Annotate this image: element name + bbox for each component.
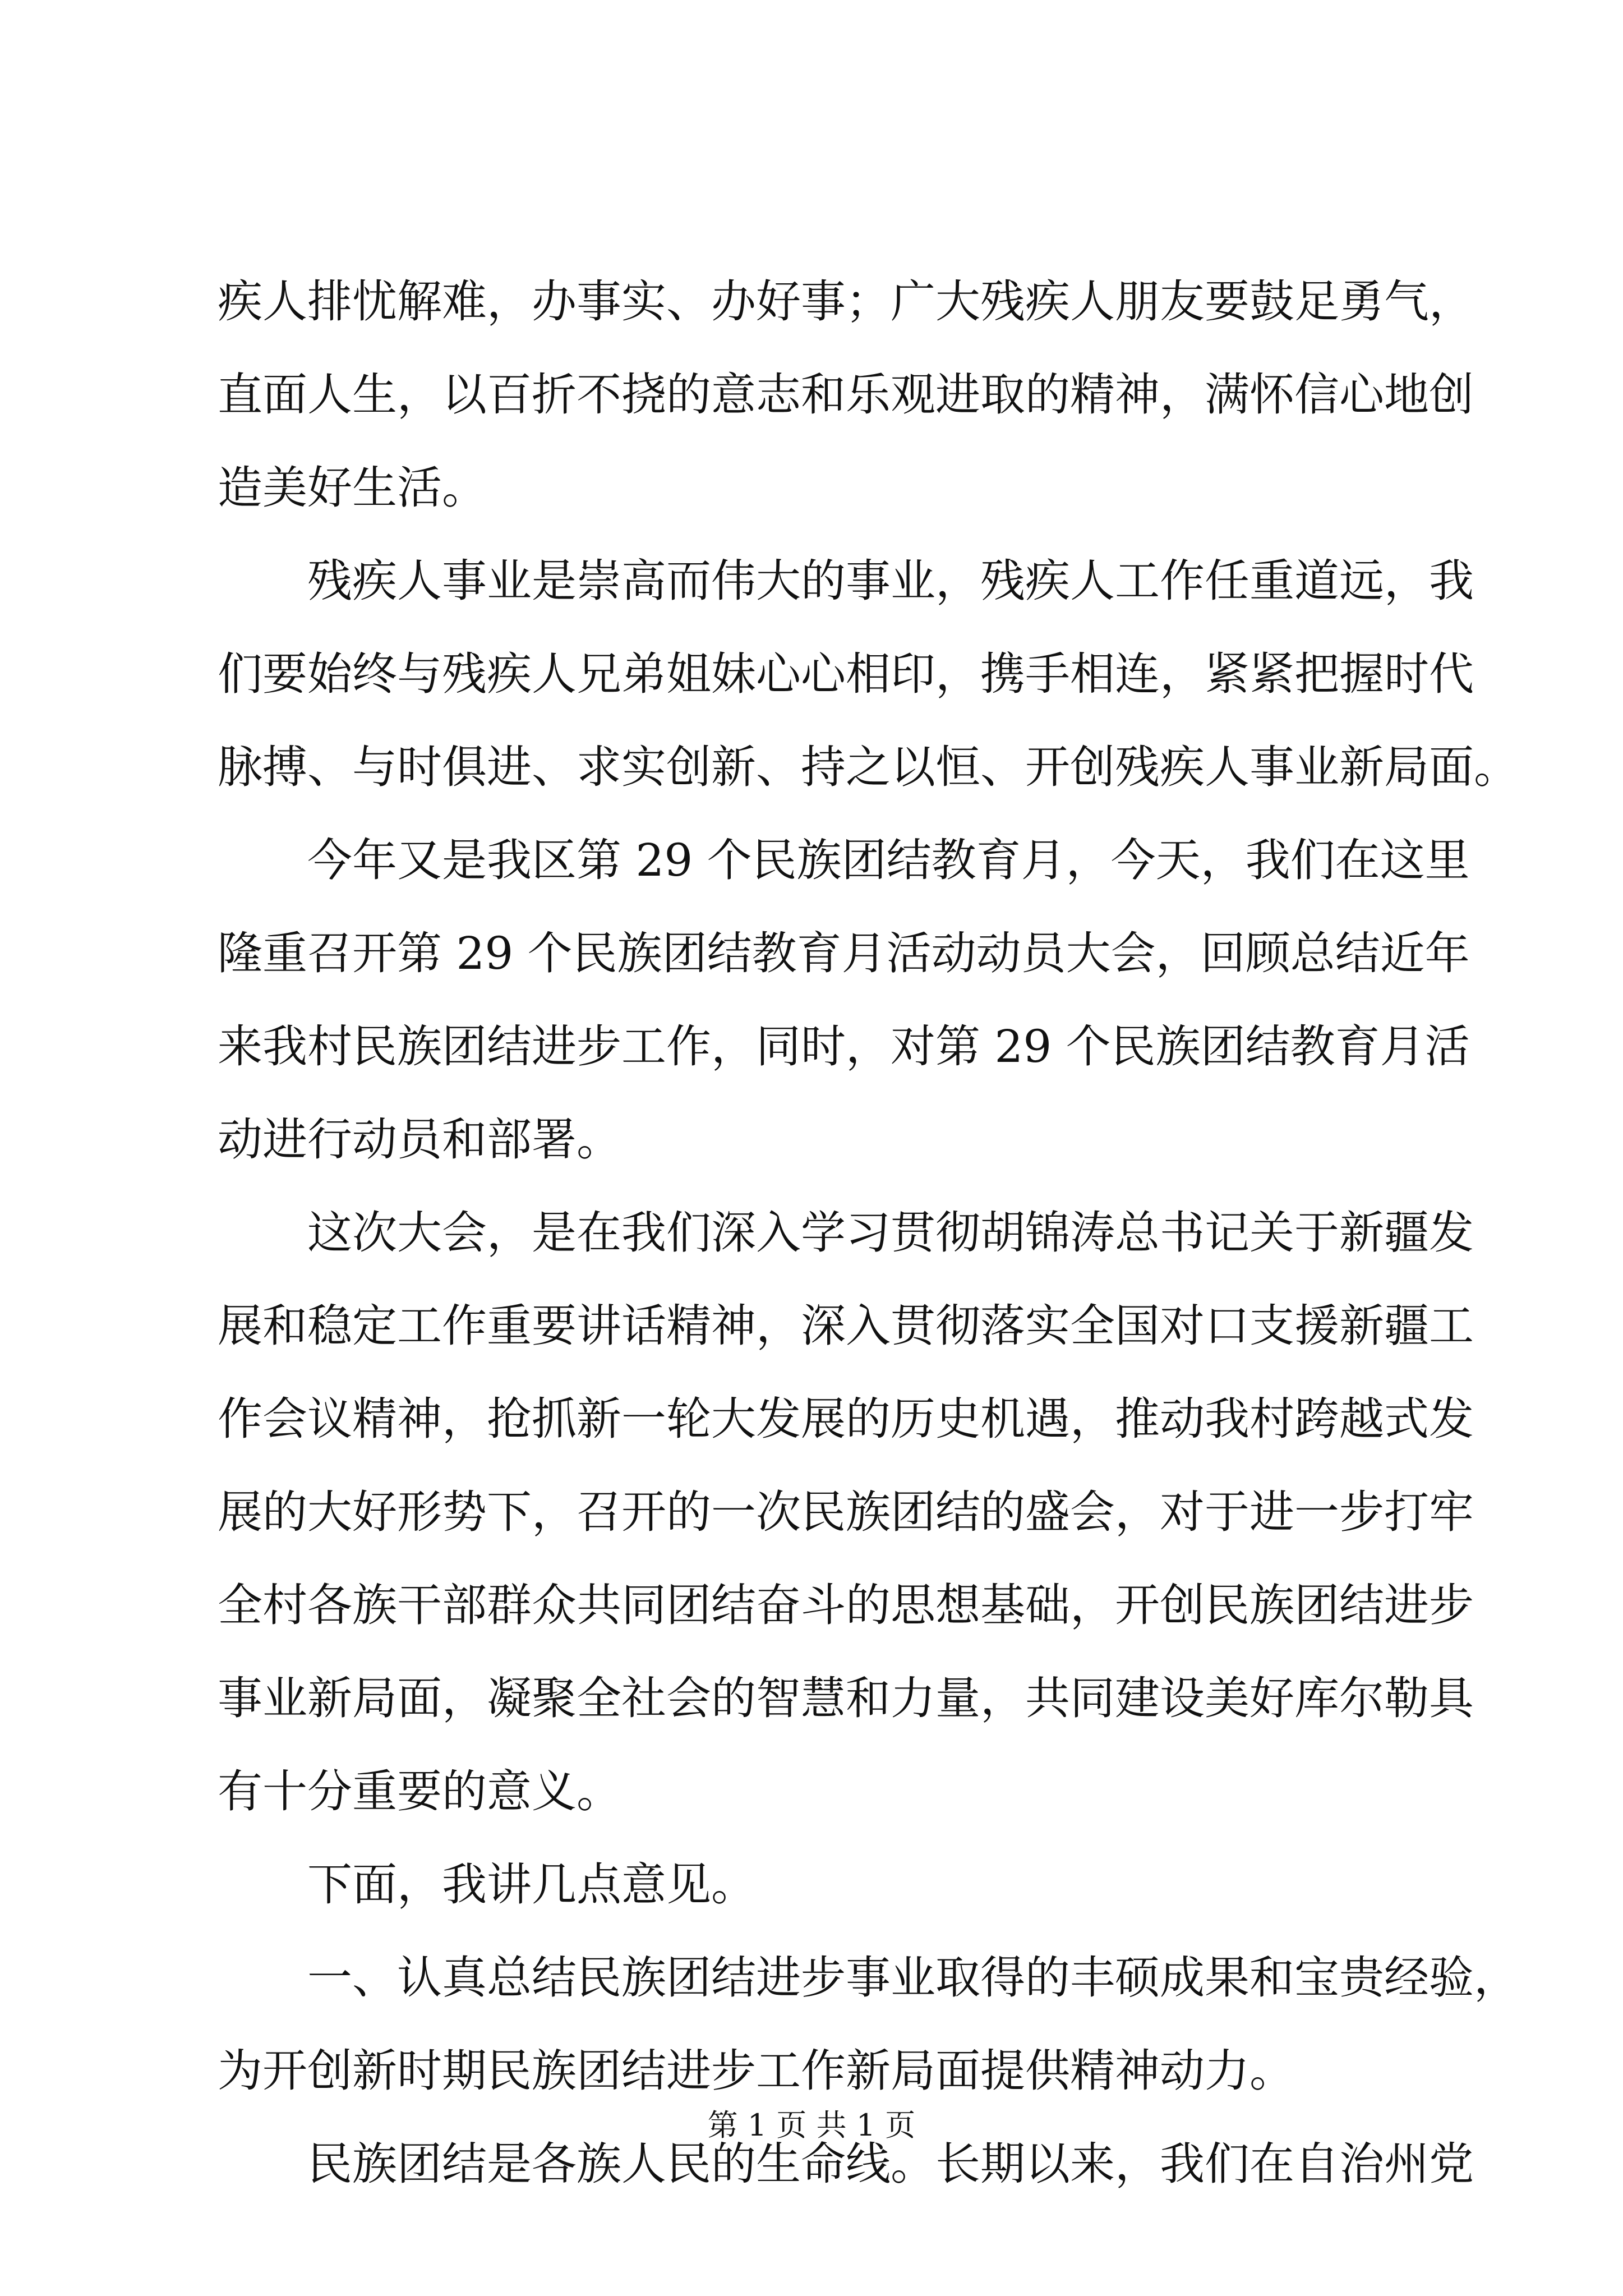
body-text-line: 脉搏、与时俱进、求实创新、持之以恒、开创残疾人事业新局面。 — [218, 741, 1519, 793]
section-heading-line: 为开创新时期民族团结进步工作新局面提供精神动力。 — [218, 2045, 1294, 2097]
body-text-line: 动进行动员和部署。 — [218, 1114, 621, 1166]
body-text-line: 事业新局面，凝聚全社会的智慧和力量，共同建设美好库尔勒具 — [218, 1672, 1474, 1724]
body-text-line: 来我村民族团结进步工作，同时，对第 29 个民族团结教育月活 — [218, 1020, 1470, 1073]
body-text-line: 残疾人事业是崇高而伟大的事业，残疾人工作任重道远，我 — [307, 555, 1474, 607]
body-text-line: 隆重召开第 29 个民族团结教育月活动动员大会，回顾总结近年 — [218, 927, 1470, 979]
body-text-line: 下面，我讲几点意见。 — [307, 1858, 756, 1911]
body-text-line: 今年又是我区第 29 个民族团结教育月，今天，我们在这里 — [307, 834, 1470, 886]
body-text-line: 直面人生，以百折不挠的意志和乐观进取的精神，满怀信心地创 — [218, 369, 1474, 421]
page-footer: 第 1 页 共 1 页 — [707, 2108, 916, 2143]
body-text-line: 全村各族干部群众共同团结奋斗的思想基础，开创民族团结进步 — [218, 1579, 1474, 1631]
body-text-line: 们要始终与残疾人兄弟姐妹心心相印，携手相连，紧紧把握时代 — [218, 648, 1474, 700]
body-text-line: 疾人排忧解难，办事实、办好事；广大残疾人朋友要鼓足勇气， — [218, 275, 1474, 328]
body-text-line: 有十分重要的意义。 — [218, 1765, 621, 1818]
section-heading-line: 一、认真总结民族团结进步事业取得的丰硕成果和宝贵经验， — [307, 1952, 1519, 2004]
body-text-line: 作会议精神，抢抓新一轮大发展的历史机遇，推动我村跨越式发 — [218, 1393, 1474, 1445]
body-text-line: 民族团结是各族人民的生命线。长期以来，我们在自治州党 — [307, 2138, 1474, 2190]
body-text-line: 造美好生活。 — [218, 462, 487, 514]
body-text-line: 这次大会，是在我们深入学习贯彻胡锦涛总书记关于新疆发 — [307, 1207, 1474, 1259]
body-text-line: 展和稳定工作重要讲话精神，深入贯彻落实全国对口支援新疆工 — [218, 1300, 1474, 1352]
body-text-line: 展的大好形势下，召开的一次民族团结的盛会，对于进一步打牢 — [218, 1486, 1474, 1538]
